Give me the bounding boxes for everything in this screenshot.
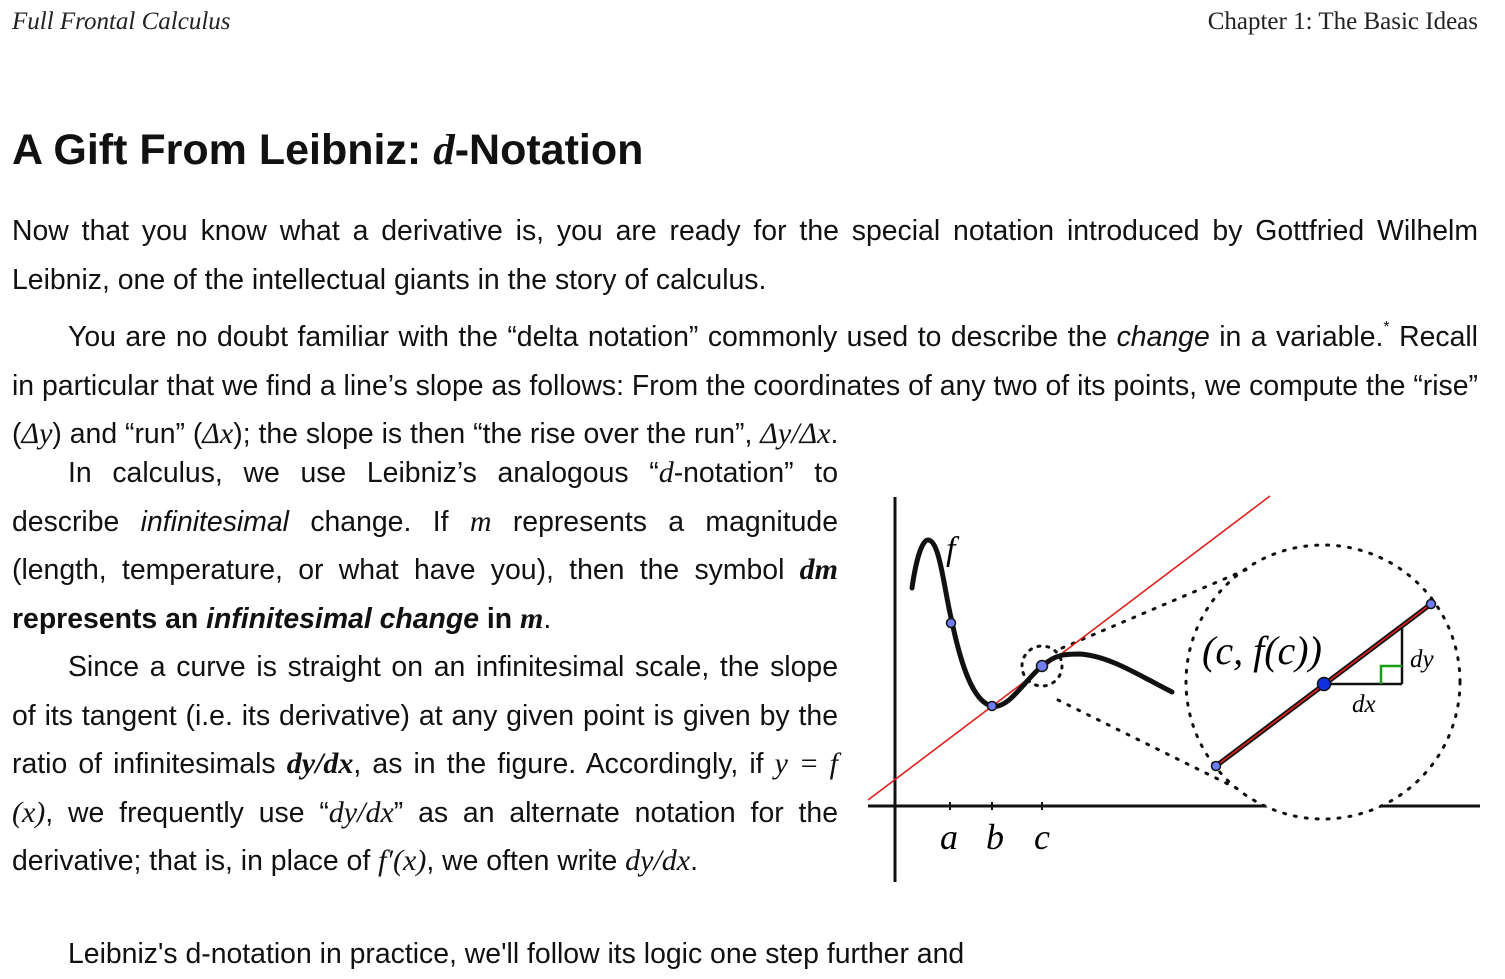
- footnote-marker[interactable]: *: [1383, 319, 1390, 336]
- math-delta-ratio: Δy/Δx: [760, 417, 831, 450]
- emphasis-infinitesimal: infinitesimal: [140, 505, 289, 538]
- math-d: d: [658, 456, 674, 489]
- label-b: b: [986, 817, 1004, 857]
- math-f-prime-x: f′(x): [378, 844, 427, 877]
- text-run: represents a magnitude (length, temperature, or what have you), then the symbol: [12, 505, 839, 586]
- section-title-suffix: -Notation: [454, 126, 644, 174]
- label-c: c: [1034, 817, 1050, 857]
- cut-off-next-line: Leibniz's d-notation in practice, we'll follow its logic one step further and: [68, 938, 965, 970]
- text-run: change. If: [288, 505, 470, 538]
- text-run: represents an: [12, 602, 207, 635]
- emphasis-infinitesimal-change: infinitesimal change: [206, 602, 480, 635]
- magnified-point-right: [1427, 600, 1436, 609]
- label-dx: dx: [1352, 691, 1376, 718]
- magnified-point-left: [1212, 762, 1221, 771]
- running-header-book-title: Full Frontal Calculus: [12, 8, 231, 35]
- text-run: .: [690, 845, 699, 877]
- label-a: a: [940, 817, 958, 857]
- paragraph-d-notation: [12, 449, 838, 643]
- text-run: ) and “run” (: [52, 418, 203, 450]
- text-run: , as in the figure. Accordingly, if: [353, 748, 775, 780]
- text-run: You are no doubt familiar with the “delta notation” commonly used to describe the: [68, 321, 1117, 353]
- running-header-chapter: Chapter 1: The Basic Ideas: [1207, 8, 1478, 35]
- section-title-prefix: A Gift From Leibniz:: [12, 126, 434, 174]
- paragraph-intro: Now that you know what a derivative is, you are ready for the special notation introduced by Gottfried Wilhelm Leibniz, one of the intellectual giants in the story of calculus.: [12, 215, 1478, 296]
- section-title: [12, 122, 643, 179]
- math-dy-dx-quoted: dy/dx: [328, 795, 394, 829]
- text-run: in a variable.: [1209, 321, 1384, 353]
- math-dy-dx-bold: dy/dx: [286, 747, 354, 780]
- text-run: in: [479, 602, 521, 635]
- text-run: .: [543, 602, 552, 635]
- section-title-variable: d: [433, 127, 455, 174]
- math-dm: dm: [799, 553, 838, 586]
- label-f: f: [946, 531, 956, 568]
- label-dy: dy: [1410, 646, 1434, 673]
- math-dy-dx-final: dy/dx: [625, 844, 691, 877]
- text-run: , we frequently use “: [45, 796, 329, 829]
- text-run: ); the slope is then “the rise over the run”,: [233, 418, 761, 450]
- point-b: [988, 702, 997, 711]
- text-run: -notation” to describe: [12, 457, 838, 538]
- math-m: m: [469, 504, 492, 538]
- point-a: [947, 619, 956, 628]
- tangent-zoom-figure: [862, 490, 1502, 890]
- text-run: ” as an alternate notation for the derivative; that is, in place of: [12, 796, 839, 877]
- math-y-equals-f-x: y = f (x): [12, 747, 838, 829]
- math-delta-y: Δy: [21, 417, 53, 450]
- paragraph-dy-dx: [12, 643, 838, 886]
- math-delta-x: Δx: [202, 417, 234, 450]
- point-c: [1037, 661, 1048, 672]
- emphasis-change: change: [1116, 321, 1210, 353]
- text-run: .: [830, 418, 839, 450]
- text-run: In calculus, we use Leibniz’s analogous “: [68, 457, 659, 489]
- text-run: Since a curve is straight on an infinitesimal scale, the slope of its tangent (i.e. its derivative) at any given point is given by the ratio of infinitesimals: [12, 651, 838, 780]
- paragraph-delta-notation: [12, 304, 1478, 459]
- text-run: , we often write: [426, 845, 626, 877]
- magnified-point-c: [1318, 678, 1331, 691]
- label-point-c-fc: (c, f(c)): [1202, 628, 1322, 673]
- text-run: Recall in particular that we find a line’s slope as follows: From the coordinates of any two of its points, we compute the “rise” (: [12, 321, 1478, 450]
- math-m-bold: m: [520, 601, 544, 635]
